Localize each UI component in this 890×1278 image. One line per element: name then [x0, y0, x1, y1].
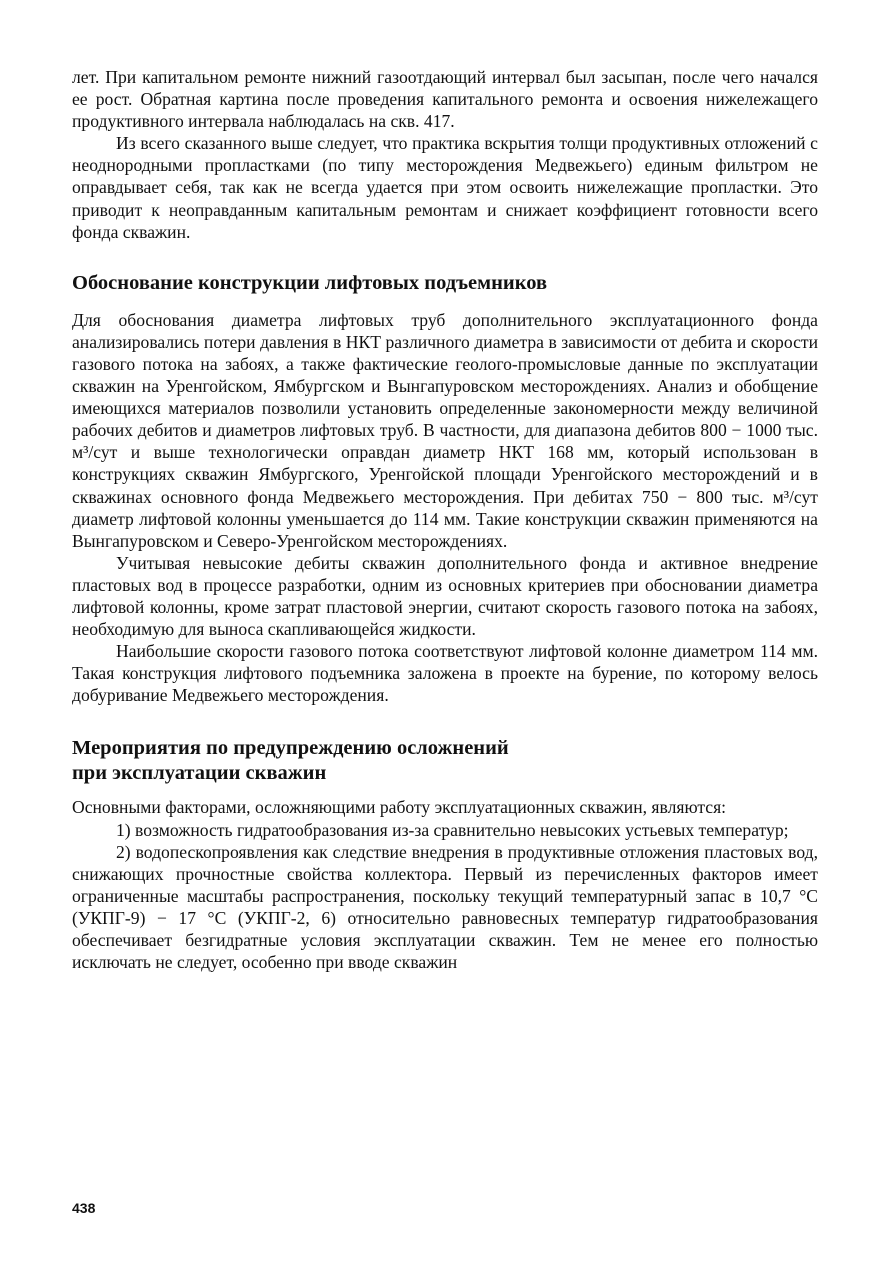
paragraph-lift-criteria: Учитывая невысокие дебиты скважин дополнительного фонда и активное внедрение пластовых вод в процессе разработки, одним из основных критериев при обосновании диаметра лифтовой колонны, кроме затрат пластовой энергии, считают скорость газового потока на забоях, необходимую для выноса скапливающейся жидкости. [72, 552, 818, 640]
paragraph-lift-diameter: Для обоснования диаметра лифтовых труб дополнительного эксплуатационного фонда анализировались потери давления в НКТ различного диаметра в зависимости от дебита и скорости газового потока на забоях, а также фактические геолого-промысловые данные по эксплуатации скважин на Уренгойском, Ямбургском и Вынгапуровском месторождениях. Анализ и обобщение имеющихся материалов позволили установить определенные закономерности между величиной рабочих дебитов и диаметров лифтовых труб. В частности, для диапазона дебитов 800 − 1000 тыс. м³/сут и выше технологически оправдан диаметр НКТ 168 мм, который использован в конструкциях скважин Ямбургского, Уренгойской площади Уренгойского месторождений и в скважинах основного фонда Медвежьего месторождения. При дебитах 750 − 800 тыс. м³/сут диаметр лифтовой колонны уменьшается до 114 мм. Такие конструкции скважин применяются на Вынгапуровском и Северо-Уренгойском месторождениях. [72, 309, 818, 551]
list-item-factor-2: 2) водопескопроявления как следствие внедрения в продуктивные отложения пластовых вод, снижающих прочностные свойства коллектора. Первый из перечисленных факторов имеет ограниченные масштабы распространения, поскольку текущий температурный запас в 10,7 °С (УКПГ-9) − 17 °С (УКПГ-2, 6) относительно равновесных температур гидратообразования обеспечивает безгидратные условия эксплуатации скважин. Тем не менее его полностью исключать не следует, особенно при вводе скважин [72, 841, 818, 973]
page-number: 438 [72, 1200, 96, 1216]
paragraph-lift-velocity: Наибольшие скорости газового потока соответствуют лифтовой колонне диаметром 114 мм. Такая конструкция лифтового подъемника заложена в проекте на бурение, по которому велось добуривание Медвежьего месторождения. [72, 641, 818, 706]
heading-line-1: Мероприятия по предупреждению осложнений [72, 737, 509, 760]
paragraph-conclusion: Из всего сказанного выше следует, что практика вскрытия толщи продуктивных отложений с неоднородными пропластками (по типу месторождения Медвежьего) единым фильтром не оправдывает себя, так как не всегда удается при этом освоить нижележащие пропластки. Это приводит к неоправданным капитальным ремонтам и снижает коэффициент готовности всего фонда скважин. [72, 133, 818, 242]
section-heading-lift-design: Обоснование конструкции лифтовых подъемников [72, 271, 548, 294]
page-body [72, 66, 818, 973]
list-item-factor-1: 1) возможность гидратообразования из-за сравнительно невысоких устьевых температур; [116, 819, 789, 840]
paragraph-factors: Основными факторами, осложняющими работу эксплуатационных скважин, являются: [72, 797, 727, 818]
heading-line-2: при эксплуатации скважин [72, 762, 327, 785]
section-heading-complications [72, 736, 818, 786]
paragraph-intro: лет. При капитальном ремонте нижний газоотдающий интервал был засыпан, после чего начался ее рост. Обратная картина после проведения капитального ремонта и освоения нижележащего продуктивного интервала наблюдалась на скв. 417. [72, 67, 818, 132]
